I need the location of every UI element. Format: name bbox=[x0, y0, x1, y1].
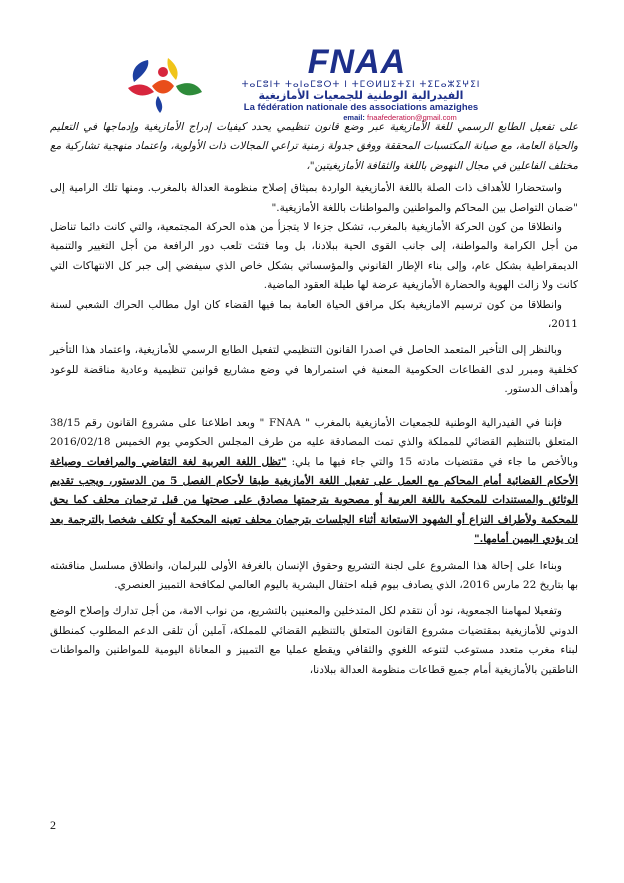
email-label: email: bbox=[343, 113, 365, 122]
page-number: 2 bbox=[50, 818, 56, 832]
email-address[interactable]: fnaafederation@gmail.com bbox=[367, 113, 457, 122]
paragraph-justice-charter: واستحضارا للأهداف ذات الصلة باللغة الأمازيغية الواردة بميثاق إصلاح منظومة العدالة بالمغرب. ومنها تلك الرامية إلى "ضمان التواصل بين المحاكم والمواطنين والمواطنات باللغة الأمازيغية." bbox=[50, 182, 578, 214]
paragraph-amazigh-movement: وانطلاقا من كون الحركة الأمازيغية بالمغرب، تشكل جزءا لا يتجزأ من هذه الحركة المجتمعية، والتي كانت دائما تناضل من أجل الكرامة والمواطنة، إلى جانب القوى الحية ببلادنا، بل وما فتئت تلعب دور الرافعة من أجل التغيير والتنمية الديمقراطية بشكل عام، وإلى بناء الإطار القانوني والمؤسساتي بشكل خاص الذي سيفضي إلى جبر كل الانتهاكات التي كانت ولا زالت الهوية والحضارة الأمازيغية عرضة لها طيلة العقود الماضية. bbox=[50, 221, 578, 292]
tifinagh-name: ⵜⴰⵎⵓⵏⵜ ⵜⴰⵏⴰⵎⵓⵔⵜ ⵏ ⵜⵎⵙⵍⵡⵉⵜⵉⵏ ⵜⵉⵎⴰⵣⵉⵖⵉⵏ bbox=[241, 80, 481, 90]
draft-law-lead: فإننا في الفيدرالية الوطنية للجمعيات الأمازيغية بالمغرب " FNAA " وبعد اطلاعنا على مشروع القانون رقم 38/15 المتعلق بالتنظيم القضائي للمملكة والذي تمت المصادقة عليه من طرف المجلس الحكومي يوم الخميس 2016/02/18 وبالأخص ما جاء في مقتضيات مادته 15 والتي جاء فيها ما يلي: bbox=[50, 416, 579, 468]
paragraph-referral: وبناءا على إحالة هذا المشروع على لجنة التشريع وحقوق الإنسان بالغرفة الأولى للبرلمان، وانطلاق مسلسل مناقشته بها بتاريخ 22 مارس 2016، الذي يصادف بيوم قبله احتفال البشرية باليوم العالمي لمكافحة التمييز العنصري. bbox=[50, 559, 578, 591]
arabic-org-name: الفيدرالية الوطنية للجمعيات الأمازيغية bbox=[258, 89, 464, 102]
paragraph-appeal: وتفعيلا لمهامنا الجمعوية، نود أن نتقدم لكل المتدخلين والمعنيين بالتشريع، من نواب الامة، من أجل تدارك وإصلاح الوضع الدوني للأمازيغية بمقتضيات مشروع القانون المتعلق بالتنظيم القضائي للمملكة، آملين أن تلقى الدعم المطلوب كمنطلق لبناء مغرب متعدد مستوعب لتنوعه اللغوي والثقافي ويقطع عمليا مع التمييز و المعاناة اليومية للمواطنين والمواطنات الناطقين بالأمازيغية أمام جميع قطاعات منظومة العدالة ببلادنا، bbox=[50, 605, 578, 676]
org-acronym: FNAA bbox=[307, 43, 407, 81]
paragraph-delay: وبالنظر إلى التأخير المتعمد الحاصل في اصدرا القانون التنظيمي لتفعيل الطابع الرسمي للأمازيغية، واعتماد هذا التأخير كخلفية ومبرر لدى القطاعات الحكومية المعنية في استمرارها في وضع مشاريع قوانين تنظيمية وعادية مناقضة للوعود وأهداف الدستور. bbox=[50, 344, 578, 396]
intro-paragraph: على تفعيل الطابع الرسمي للغة الأمازيغية عبر وضع قانون تنظيمي يحدد كيفيات إدراج الأمازيغية وإدماجها في التعليم والحياة العامة، مع صيانة المكتسبات المحققة ووفق جدولة زمنية تراعي المجالات ذات الأولوية، واعتماد منهجية تشاركية مع مختلف الفاعلين في مجال النهوض باللغة والثقافة الأمازيغيتين"، bbox=[50, 121, 578, 172]
letter-body bbox=[50, 118, 578, 680]
french-org-name: La fédération nationale des associations amazighes bbox=[243, 102, 479, 113]
letterhead bbox=[0, 0, 624, 122]
article-15-quote: "تظل اللغة العربية لغة التقاضي والمرافعات وصياغة الأحكام القضائية أمام المحاكم مع العمل على تفعيل اللغة الأمازيغية طبقا لأحكام الفصل 5 من الدستور، ويجب تقديم الوثائق والمستندات للمحكمة باللغة العربية أو مصحوبة بترجمتها مصادق على صحتها من قبل ترجمان محلف كما يحق للمحكمة ولأطراف النزاع أو الشهود الاستعانة أثناء الجلسات بترجمان محلف تعينه المحكمة أو تكلف شخصا بالترجمة بعد ان يؤدي اليمين أمامها." bbox=[50, 455, 578, 546]
paragraph-officialization: وانطلاقا من كون ترسيم الامازيغية بكل مرافق الحياة العامة بما فيها القضاء كان اول مطالب الحراك الشعبي لسنة 2011، bbox=[50, 298, 578, 331]
fnaa-logo bbox=[118, 56, 204, 114]
paragraph-draft-law bbox=[50, 414, 578, 550]
